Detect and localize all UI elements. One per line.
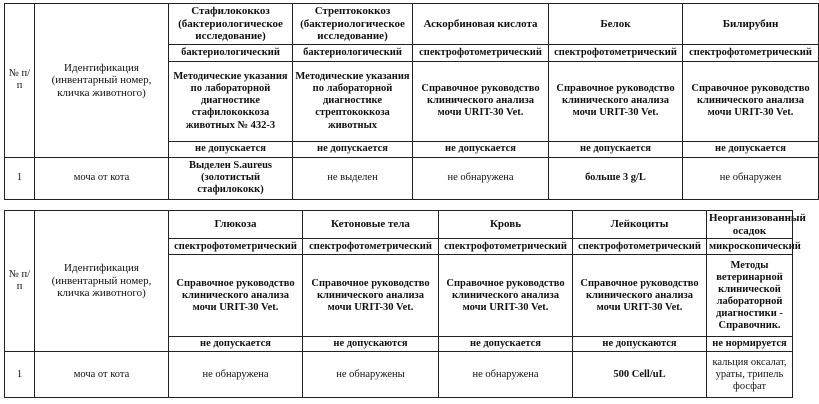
reference-cell: Справочное руководство клинического анализа мочи URIT-30 Vet. bbox=[683, 61, 819, 141]
column-header: Белок bbox=[549, 4, 683, 45]
col-ident-header: Идентификация (инвентарный номер, кличка животного) bbox=[35, 4, 169, 158]
results-table-2 bbox=[4, 210, 806, 398]
reference-cell: Справочное руководство клинического анализа мочи URIT-30 Vet. bbox=[303, 255, 439, 337]
norm-cell: не допускается bbox=[439, 337, 573, 352]
method-cell: спектрофотометрический bbox=[549, 44, 683, 61]
column-header: Кровь bbox=[439, 211, 573, 239]
result-cell: не выделен bbox=[293, 157, 413, 199]
row-ident: моча от кота bbox=[35, 352, 169, 398]
method-cell: спектрофотометрический bbox=[573, 239, 707, 255]
column-header: Кетоновые тела bbox=[303, 211, 439, 239]
norm-cell: не нормируется bbox=[707, 337, 793, 352]
column-header: Аскорбиновая кислота bbox=[413, 4, 549, 45]
result-cell: не обнаружен bbox=[683, 157, 819, 199]
row-ident: моча от кота bbox=[35, 157, 169, 199]
reference-cell: Справочное руководство клинического анализа мочи URIT-30 Vet. bbox=[169, 255, 303, 337]
column-header: Стафилококкоз (бактериологическое исследование) bbox=[169, 4, 293, 45]
column-header: Билирубин bbox=[683, 4, 819, 45]
results-table-1 bbox=[4, 3, 819, 200]
method-cell: спектрофотометрический bbox=[303, 239, 439, 255]
method-cell: спектрофотометрический bbox=[439, 239, 573, 255]
result-cell: не обнаружена bbox=[413, 157, 549, 199]
result-cell: кальция оксалат, ураты, трипель фосфат bbox=[707, 352, 793, 398]
norm-cell: не допускаются bbox=[573, 337, 707, 352]
method-cell: микроскопический bbox=[707, 239, 793, 255]
result-cell: 500 Cell/uL bbox=[573, 352, 707, 398]
result-cell: больше 3 g/L bbox=[549, 157, 683, 199]
norm-cell: не допускается bbox=[549, 141, 683, 157]
column-header: Неорганизованный осадок bbox=[707, 211, 793, 239]
norm-cell: не допускается bbox=[169, 337, 303, 352]
column-header: Глюкоза bbox=[169, 211, 303, 239]
column-header: Стрептококкоз (бактериологическое исследование) bbox=[293, 4, 413, 45]
method-cell: спектрофотометрический bbox=[683, 44, 819, 61]
method-cell: спектрофотометрический bbox=[169, 239, 303, 255]
method-cell: бактериологический bbox=[293, 44, 413, 61]
norm-cell: не допускается bbox=[169, 141, 293, 157]
norm-cell: не допускаются bbox=[303, 337, 439, 352]
reference-cell: Методические указания по лабораторной диагностике стафилококкоза животных № 432-3 bbox=[169, 61, 293, 141]
reference-cell: Справочное руководство клинического анализа мочи URIT-30 Vet. bbox=[413, 61, 549, 141]
reference-cell: Методические указания по лабораторной диагностике стрептококкоза животных bbox=[293, 61, 413, 141]
result-cell: не обнаружена bbox=[169, 352, 303, 398]
result-cell: не обнаружена bbox=[439, 352, 573, 398]
norm-cell: не допускается bbox=[293, 141, 413, 157]
col-num-header: № п/п bbox=[5, 211, 35, 352]
result-cell: не обнаружены bbox=[303, 352, 439, 398]
result-cell: Выделен S.aureus (золотистый стафилококк) bbox=[169, 157, 293, 199]
row-num: 1 bbox=[5, 352, 35, 398]
col-ident-header: Идентификация (инвентарный номер, кличка животного) bbox=[35, 211, 169, 352]
reference-cell: Методы ветеринарной клинической лабораторной диагностики - Справочник. bbox=[707, 255, 793, 337]
method-cell: спектрофотометрический bbox=[413, 44, 549, 61]
norm-cell: не допускается bbox=[413, 141, 549, 157]
col-num-header: № п/п bbox=[5, 4, 35, 158]
norm-cell: не допускается bbox=[683, 141, 819, 157]
reference-cell: Справочное руководство клинического анализа мочи URIT-30 Vet. bbox=[573, 255, 707, 337]
reference-cell: Справочное руководство клинического анализа мочи URIT-30 Vet. bbox=[549, 61, 683, 141]
row-num: 1 bbox=[5, 157, 35, 199]
reference-cell: Справочное руководство клинического анализа мочи URIT-30 Vet. bbox=[439, 255, 573, 337]
method-cell: бактериологический bbox=[169, 44, 293, 61]
column-header: Лейкоциты bbox=[573, 211, 707, 239]
